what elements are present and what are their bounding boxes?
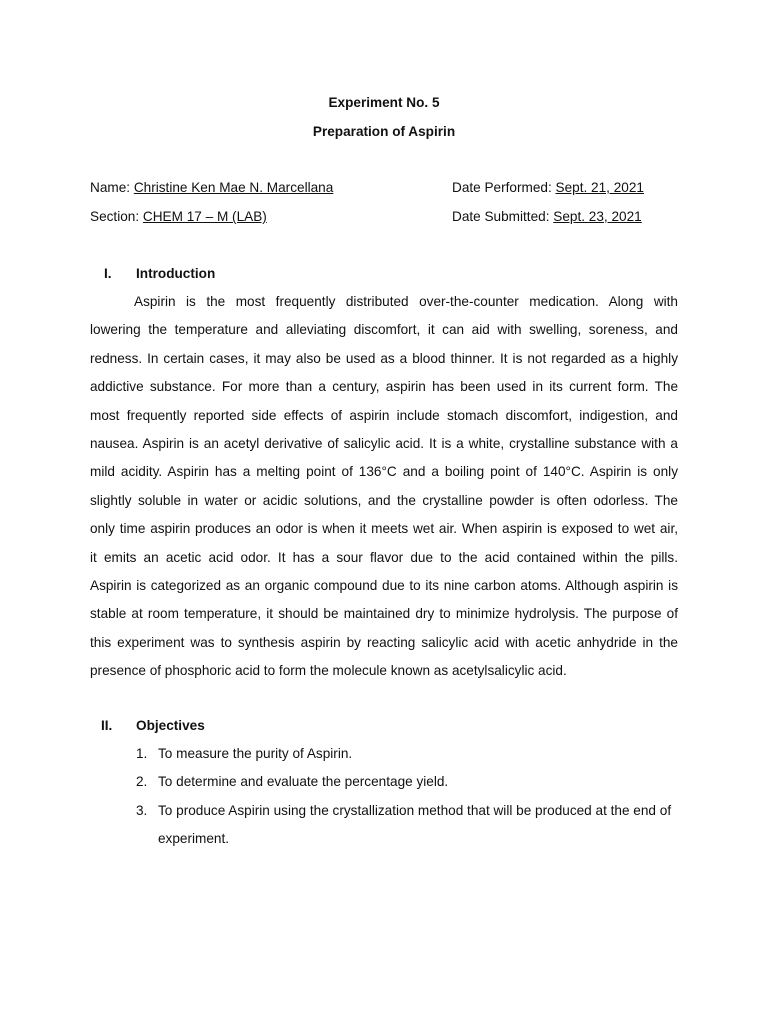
paragraph-line: only time aspirin produces an odor is when it meets wet air. When aspirin is exposed to wet air, (90, 521, 678, 537)
document-title: Preparation of Aspirin (312, 124, 456, 139)
date-performed-value: Sept. 21, 2021 (555, 180, 644, 195)
list-item-text: To produce Aspirin using the crystallization method that will be produced at the end of experiment. (158, 803, 672, 847)
objectives-numeral: II. (101, 718, 113, 733)
paragraph-line: nausea. Aspirin is an acetyl derivative of salicylic acid. It is a white, crystalline substance with a (90, 435, 678, 451)
date-performed-label: Date Performed: (452, 180, 552, 195)
list-item-text: To measure the purity of Aspirin. (158, 746, 353, 761)
name-row (90, 180, 333, 195)
section-row (90, 209, 267, 224)
list-item-number: 2. (136, 774, 148, 789)
list-item-number: 3. (136, 803, 148, 818)
paragraph-line: slightly soluble in water or acidic solutions, and the crystalline powder is often odorless. The (90, 492, 678, 508)
introduction-heading: Introduction (136, 266, 216, 281)
paragraph-line: redness. In certain cases, it may also be used as a blood thinner. It is not regarded as a highly (90, 350, 678, 366)
paragraph-line: addictive substance. For more than a century, aspirin has been used in its current form. The (90, 379, 678, 395)
introduction-numeral: I. (104, 266, 112, 281)
paragraph-line: mild acidity. Aspirin has a melting point of 136°C and a boiling point of 140°C. Aspirin is only (90, 464, 678, 480)
objectives-heading: Objectives (136, 718, 205, 733)
date-submitted-row (452, 209, 642, 224)
paragraph-line: it emits an acetic acid odor. It has a sour flavor due to the acid contained within the pills. (90, 549, 678, 565)
paragraph-line: this experiment was to synthesis aspirin by reacting salicylic acid with acetic anhydride in the (90, 634, 678, 650)
list-item-number: 1. (136, 746, 148, 761)
date-submitted-label: Date Submitted: (452, 209, 550, 224)
name-label: Name: (90, 180, 131, 195)
paragraph-line: Aspirin is categorized as an organic compound due to its nine carbon atoms. Although aspirin is (90, 577, 678, 593)
name-value: Christine Ken Mae N. Marcellana (133, 180, 334, 195)
introduction-paragraph (90, 288, 678, 685)
date-submitted-value: Sept. 23, 2021 (553, 209, 642, 224)
section-value: CHEM 17 – M (LAB) (142, 209, 267, 224)
paragraph-line: lowering the temperature and alleviating discomfort, it can aid with swelling, soreness, and (90, 322, 678, 338)
section-label: Section: (90, 209, 140, 224)
experiment-number: Experiment No. 5 (328, 95, 440, 110)
paragraph-line: presence of phosphoric acid to form the molecule known as acetylsalicylic acid. (90, 663, 567, 679)
paragraph-line: stable at room temperature, it should be maintained dry to minimize hydrolysis. The purpose of (90, 606, 678, 622)
paragraph-line: Aspirin is the most frequently distributed over-the-counter medication. Along with (134, 294, 678, 309)
list-item-text: To determine and evaluate the percentage yield. (158, 774, 449, 789)
date-performed-row (452, 180, 644, 195)
paragraph-line: most frequently reported side effects of aspirin include stomach discomfort, indigestion, and (90, 407, 678, 423)
